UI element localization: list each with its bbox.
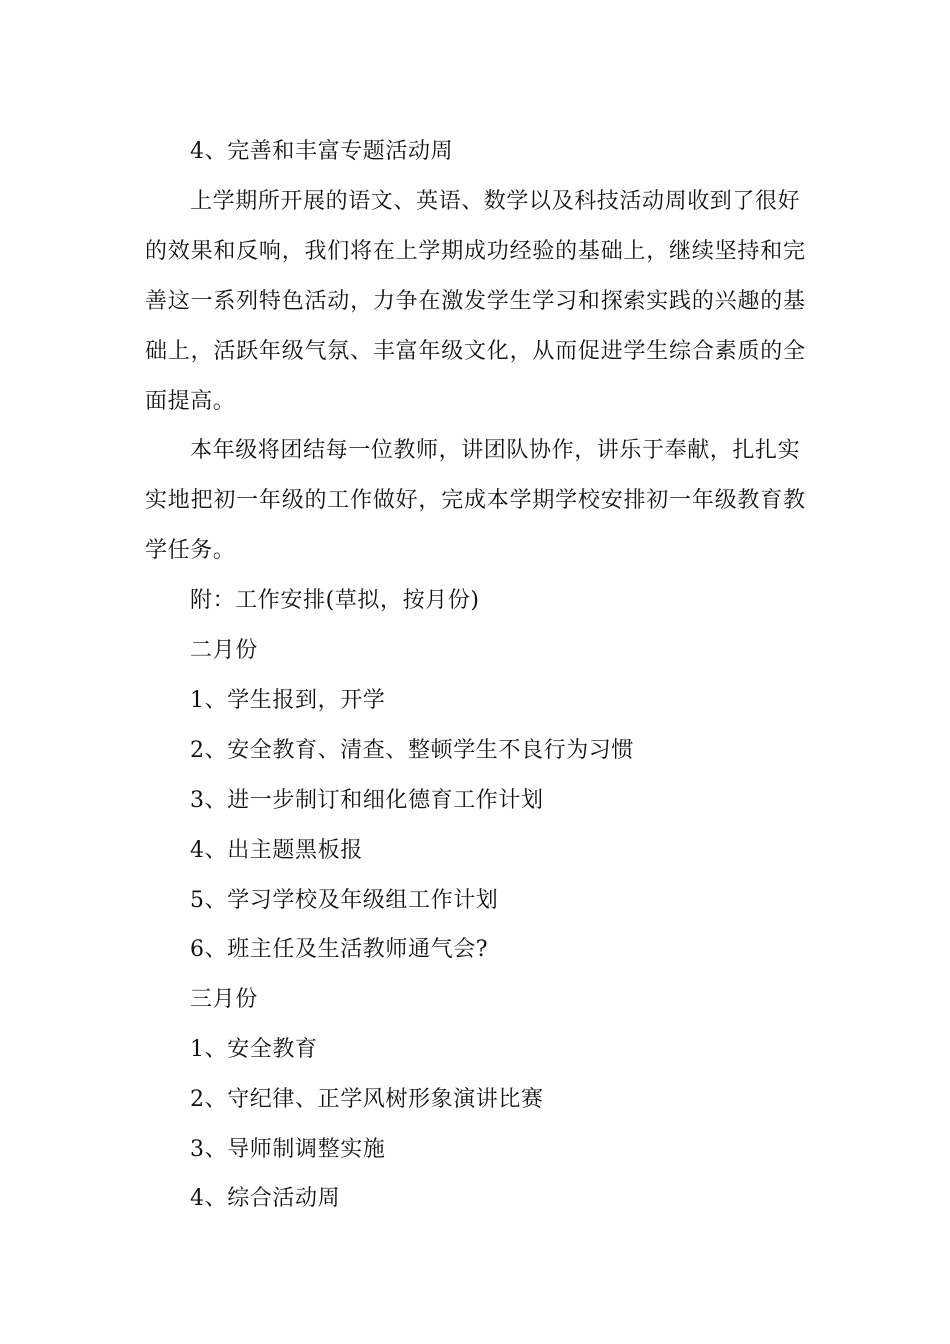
list-item: 3、进一步制订和细化德育工作计划 xyxy=(190,788,544,813)
paragraph-line: 的效果和反响，我们将在上学期成功经验的基础上，继续坚持和完 xyxy=(145,239,805,264)
list-item: 4、出主题黑板报 xyxy=(190,838,363,863)
paragraph-line: 本年级将团结每一位教师，讲团队协作，讲乐于奉献，扎扎实 xyxy=(190,438,801,463)
paragraph-line: 实地把初一年级的工作做好，完成本学期学校安排初一年级教育教 xyxy=(145,488,805,513)
paragraph-line: 学任务。 xyxy=(145,538,236,563)
paragraph-line: 上学期所开展的语文、英语、数学以及科技活动周收到了很好 xyxy=(190,189,801,214)
month-heading: 三月份 xyxy=(190,987,258,1012)
list-item: 4、综合活动周 xyxy=(190,1186,341,1211)
list-item: 5、学习学校及年级组工作计划 xyxy=(190,888,499,913)
list-item: 3、导师制调整实施 xyxy=(190,1137,386,1162)
list-item: 1、学生报到，开学 xyxy=(190,688,386,713)
paragraph-line: 面提高。 xyxy=(145,389,236,414)
month-heading: 二月份 xyxy=(190,638,258,663)
appendix-title: 附：工作安排(草拟，按月份) xyxy=(190,588,480,613)
section-heading: 4、完善和丰富专题活动周 xyxy=(190,139,454,164)
paragraph-line: 础上，活跃年级气氛、丰富年级文化，从而促进学生综合素质的全 xyxy=(145,339,805,364)
list-item: 6、班主任及生活教师通气会? xyxy=(190,937,489,962)
list-item: 2、安全教育、清查、整顿学生不良行为习惯 xyxy=(190,738,634,763)
list-item: 1、安全教育 xyxy=(190,1037,318,1062)
paragraph-line: 善这一系列特色活动，力争在激发学生学习和探索实践的兴趣的基 xyxy=(145,289,805,314)
list-item: 2、守纪律、正学风树形象演讲比赛 xyxy=(190,1087,544,1112)
